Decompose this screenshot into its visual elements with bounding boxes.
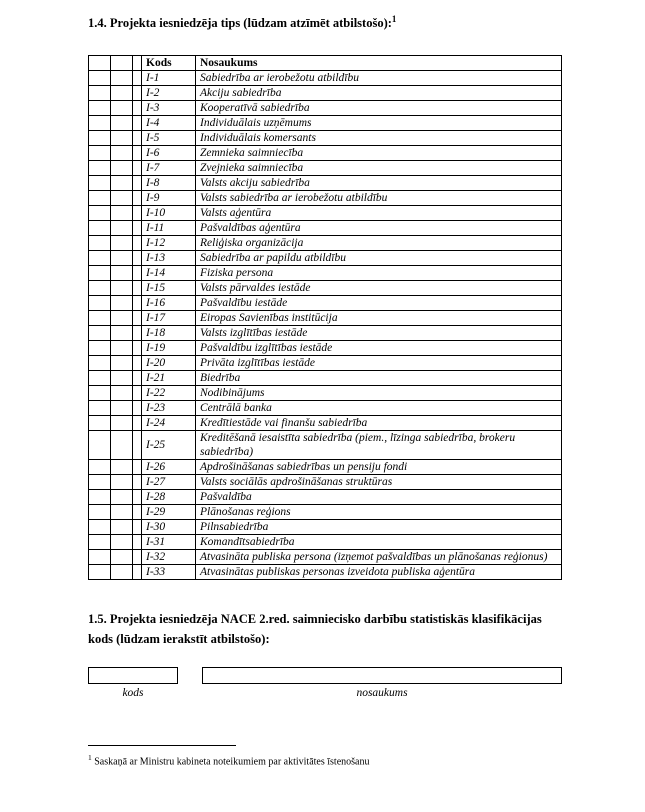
code-cell: I-23: [142, 401, 196, 416]
checkbox-cell[interactable]: [111, 565, 133, 580]
checkbox-cell[interactable]: [89, 101, 111, 116]
table-row: [89, 431, 562, 460]
column-gap: [133, 520, 142, 535]
column-gap: [133, 146, 142, 161]
checkbox-cell[interactable]: [89, 460, 111, 475]
checkbox-cell[interactable]: [111, 146, 133, 161]
checkbox-cell[interactable]: [89, 356, 111, 371]
table-row: [89, 86, 562, 101]
column-gap: [133, 416, 142, 431]
nace-code-label: kods: [122, 686, 144, 699]
table-row: [89, 550, 562, 565]
column-gap: [133, 221, 142, 236]
checkbox-cell[interactable]: [111, 161, 133, 176]
checkbox-cell[interactable]: [89, 550, 111, 565]
checkbox-cell[interactable]: [111, 101, 133, 116]
table-row: [89, 131, 562, 146]
checkbox-cell[interactable]: [89, 386, 111, 401]
section-1-5-title-line2: kods (lūdzam ierakstīt atbilstošo):: [88, 631, 270, 646]
column-gap: [133, 281, 142, 296]
name-cell: Valsts akciju sabiedrība: [196, 176, 562, 191]
code-cell: I-2: [142, 86, 196, 101]
code-cell: I-18: [142, 326, 196, 341]
name-cell: Valsts pārvaldes iestāde: [196, 281, 562, 296]
nace-name-field: [202, 667, 562, 699]
column-gap: [133, 176, 142, 191]
checkbox-cell[interactable]: [89, 176, 111, 191]
name-cell: Atvasināta publiska persona (izņemot pašvaldības un plānošanas reģionus): [196, 550, 562, 565]
column-gap: [133, 71, 142, 86]
column-gap: [133, 326, 142, 341]
name-cell: Sabiedrība ar ierobežotu atbildību: [196, 71, 562, 86]
checkbox-cell[interactable]: [89, 371, 111, 386]
code-cell: I-22: [142, 386, 196, 401]
checkbox-cell[interactable]: [111, 206, 133, 221]
code-cell: I-3: [142, 101, 196, 116]
code-cell: I-25: [142, 431, 196, 460]
column-gap: [133, 86, 142, 101]
checkbox-cell[interactable]: [89, 475, 111, 490]
checkbox-cell[interactable]: [111, 251, 133, 266]
checkbox-cell[interactable]: [111, 550, 133, 565]
code-cell: I-19: [142, 341, 196, 356]
footnote: [88, 745, 625, 767]
checkbox-cell[interactable]: [89, 206, 111, 221]
code-cell: I-17: [142, 311, 196, 326]
checkbox-cell[interactable]: [111, 116, 133, 131]
code-cell: I-8: [142, 176, 196, 191]
name-cell: Valsts sociālās apdrošināšanas struktūras: [196, 475, 562, 490]
column-gap: [133, 341, 142, 356]
code-cell: I-28: [142, 490, 196, 505]
table-row: [89, 475, 562, 490]
table-row: [89, 386, 562, 401]
table-row: [89, 116, 562, 131]
section-1-5-title-line1: 1.5. Projekta iesniedzēja NACE 2.red. saimniecisko darbību statistiskās klasifikācijas: [88, 612, 542, 627]
code-cell: I-5: [142, 131, 196, 146]
column-gap: [133, 535, 142, 550]
checkbox-cell[interactable]: [89, 490, 111, 505]
column-gap: [133, 251, 142, 266]
checkbox-cell[interactable]: [89, 236, 111, 251]
code-cell: I-29: [142, 505, 196, 520]
table-row: [89, 191, 562, 206]
checkbox-cell[interactable]: [111, 191, 133, 206]
checkbox-cell[interactable]: [111, 341, 133, 356]
name-cell: Valsts izglītības iestāde: [196, 326, 562, 341]
column-gap: [133, 266, 142, 281]
name-cell: Centrālā banka: [196, 401, 562, 416]
name-cell: Apdrošināšanas sabiedrības un pensiju fondi: [196, 460, 562, 475]
name-cell: Eiropas Savienības institūcija: [196, 311, 562, 326]
checkbox-cell[interactable]: [111, 431, 133, 460]
code-cell: I-12: [142, 236, 196, 251]
section-1-4-title-text: 1.4. Projekta iesniedzēja tips (lūdzam atzīmēt atbilstošo):: [88, 16, 392, 31]
column-gap: [133, 371, 142, 386]
code-cell: I-4: [142, 116, 196, 131]
name-cell: Zvejnieka saimniecība: [196, 161, 562, 176]
checkbox-cell[interactable]: [89, 431, 111, 460]
checkbox-cell[interactable]: [89, 146, 111, 161]
checkbox-cell[interactable]: [89, 341, 111, 356]
footnote-divider: [88, 745, 236, 746]
column-gap: [133, 236, 142, 251]
column-gap: [133, 116, 142, 131]
code-cell: I-27: [142, 475, 196, 490]
checkbox-cell[interactable]: [89, 86, 111, 101]
column-gap: [133, 475, 142, 490]
name-cell: Pilnsabiedrība: [196, 520, 562, 535]
table-row: [89, 176, 562, 191]
table-row: [89, 221, 562, 236]
column-gap: [133, 505, 142, 520]
table-row: [89, 505, 562, 520]
checkbox-cell[interactable]: [111, 86, 133, 101]
checkbox-cell[interactable]: [89, 311, 111, 326]
checkbox-cell[interactable]: [111, 296, 133, 311]
checkbox-cell[interactable]: [111, 221, 133, 236]
checkbox-cell[interactable]: [111, 386, 133, 401]
name-cell: Sabiedrība ar papildu atbildību: [196, 251, 562, 266]
checkbox-cell[interactable]: [111, 356, 133, 371]
name-cell: Nodibinājums: [196, 386, 562, 401]
column-gap: [133, 490, 142, 505]
code-cell: I-32: [142, 550, 196, 565]
checkbox-cell[interactable]: [111, 371, 133, 386]
checkbox-cell[interactable]: [111, 131, 133, 146]
name-cell: Pašvaldību iestāde: [196, 296, 562, 311]
checkbox-cell[interactable]: [89, 535, 111, 550]
nace-code-input-box[interactable]: [88, 667, 178, 684]
column-gap: [133, 296, 142, 311]
checkbox-cell[interactable]: [111, 281, 133, 296]
name-cell: Komandītsabiedrība: [196, 535, 562, 550]
name-cell: Kreditēšanā iesaistīta sabiedrība (piem., līzinga sabiedrība, brokeru sabiedrība): [196, 431, 562, 460]
table-row: [89, 206, 562, 221]
code-cell: I-6: [142, 146, 196, 161]
table-row: [89, 281, 562, 296]
checkbox-cell[interactable]: [89, 131, 111, 146]
table-row: [89, 101, 562, 116]
name-cell: Akciju sabiedrība: [196, 86, 562, 101]
checkbox-cell[interactable]: [89, 191, 111, 206]
name-cell: Pašvaldību izglītības iestāde: [196, 341, 562, 356]
name-cell: Zemnieka saimniecība: [196, 146, 562, 161]
checkbox-cell[interactable]: [111, 401, 133, 416]
checkbox-cell[interactable]: [89, 401, 111, 416]
checkbox-cell[interactable]: [89, 221, 111, 236]
checkbox-cell[interactable]: [89, 116, 111, 131]
name-cell: Kooperatīvā sabiedrība: [196, 101, 562, 116]
column-gap: [133, 356, 142, 371]
checkbox-cell[interactable]: [89, 71, 111, 86]
checkbox-cell[interactable]: [89, 505, 111, 520]
column-gap: [133, 431, 142, 460]
column-gap: [133, 401, 142, 416]
code-cell: I-13: [142, 251, 196, 266]
name-cell: Kredītiestāde vai finanšu sabiedrība: [196, 416, 562, 431]
checkbox-cell[interactable]: [111, 236, 133, 251]
checkbox-cell[interactable]: [89, 161, 111, 176]
column-header-nosaukums: Nosaukums: [196, 56, 562, 71]
code-cell: I-10: [142, 206, 196, 221]
name-cell: Pašvaldība: [196, 490, 562, 505]
code-cell: I-9: [142, 191, 196, 206]
name-cell: Reliģiska organizācija: [196, 236, 562, 251]
checkbox-cell[interactable]: [111, 311, 133, 326]
code-cell: I-1: [142, 71, 196, 86]
checkbox-cell[interactable]: [89, 520, 111, 535]
checkbox-cell[interactable]: [89, 296, 111, 311]
name-cell: Pašvaldības aģentūra: [196, 221, 562, 236]
checkbox-cell[interactable]: [89, 326, 111, 341]
checkbox-cell[interactable]: [111, 535, 133, 550]
nace-code-field: [88, 667, 178, 699]
checkbox-cell[interactable]: [89, 416, 111, 431]
nace-name-label: nosaukums: [356, 686, 408, 699]
table-row: [89, 236, 562, 251]
checkbox-cell[interactable]: [89, 266, 111, 281]
table-row: [89, 416, 562, 431]
checkbox-cell[interactable]: [111, 56, 133, 71]
column-gap: [133, 311, 142, 326]
name-cell: Valsts sabiedrība ar ierobežotu atbildību: [196, 191, 562, 206]
table-row: [89, 401, 562, 416]
section-1-5-title: [88, 610, 568, 649]
code-cell: I-20: [142, 356, 196, 371]
checkbox-cell[interactable]: [111, 326, 133, 341]
code-cell: I-14: [142, 266, 196, 281]
table-row: [89, 341, 562, 356]
column-gap: [133, 565, 142, 580]
table-row: [89, 565, 562, 580]
table-row: [89, 161, 562, 176]
checkbox-cell[interactable]: [89, 251, 111, 266]
column-gap: [133, 206, 142, 221]
nace-fields-row: [88, 667, 625, 699]
footnote-body: Saskaņā ar Ministru kabineta noteikumiem par aktivitātes īstenošanu: [94, 756, 370, 768]
name-cell: Individuālais komersants: [196, 131, 562, 146]
name-cell: Atvasinātas publiskas personas izveidota publiska aģentūra: [196, 565, 562, 580]
name-cell: Individuālais uzņēmums: [196, 116, 562, 131]
table-row: [89, 311, 562, 326]
name-cell: Fiziska persona: [196, 266, 562, 281]
code-cell: I-7: [142, 161, 196, 176]
applicant-type-table: [88, 55, 562, 580]
section-1-4-title: [88, 14, 625, 31]
table-row: [89, 356, 562, 371]
checkbox-cell[interactable]: [89, 281, 111, 296]
code-cell: I-30: [142, 520, 196, 535]
table-row: [89, 266, 562, 281]
code-cell: I-31: [142, 535, 196, 550]
column-gap: [133, 161, 142, 176]
nace-name-input-box[interactable]: [202, 667, 562, 684]
table-row: [89, 251, 562, 266]
checkbox-cell[interactable]: [111, 475, 133, 490]
table-row: [89, 71, 562, 86]
column-gap: [133, 386, 142, 401]
footnote-text: [88, 753, 625, 767]
table-row: [89, 326, 562, 341]
column-gap: [133, 101, 142, 116]
column-gap: [133, 56, 142, 71]
table-row: [89, 535, 562, 550]
checkbox-cell[interactable]: [111, 520, 133, 535]
code-cell: I-16: [142, 296, 196, 311]
name-cell: Plānošanas reģions: [196, 505, 562, 520]
checkbox-cell[interactable]: [111, 460, 133, 475]
name-cell: Biedrība: [196, 371, 562, 386]
table-row: [89, 296, 562, 311]
code-cell: I-11: [142, 221, 196, 236]
code-cell: I-21: [142, 371, 196, 386]
applicant-type-table-body: [89, 71, 562, 580]
name-cell: Privāta izglītības iestāde: [196, 356, 562, 371]
footnote-number: 1: [88, 752, 92, 762]
table-row: [89, 371, 562, 386]
table-row: [89, 146, 562, 161]
code-cell: I-26: [142, 460, 196, 475]
checkbox-cell[interactable]: [111, 71, 133, 86]
code-cell: I-33: [142, 565, 196, 580]
name-cell: Valsts aģentūra: [196, 206, 562, 221]
checkbox-cell[interactable]: [89, 56, 111, 71]
table-row: [89, 520, 562, 535]
checkbox-cell[interactable]: [111, 266, 133, 281]
table-row: [89, 490, 562, 505]
column-gap: [133, 550, 142, 565]
checkbox-cell[interactable]: [111, 416, 133, 431]
checkbox-cell[interactable]: [89, 565, 111, 580]
footnote-reference-mark: 1: [391, 14, 397, 24]
checkbox-cell[interactable]: [111, 490, 133, 505]
column-gap: [133, 191, 142, 206]
table-header-row: [89, 56, 562, 71]
column-gap: [133, 131, 142, 146]
table-row: [89, 460, 562, 475]
code-cell: I-24: [142, 416, 196, 431]
checkbox-cell[interactable]: [111, 176, 133, 191]
column-header-kods: Kods: [142, 56, 196, 71]
column-gap: [133, 460, 142, 475]
checkbox-cell[interactable]: [111, 505, 133, 520]
code-cell: I-15: [142, 281, 196, 296]
